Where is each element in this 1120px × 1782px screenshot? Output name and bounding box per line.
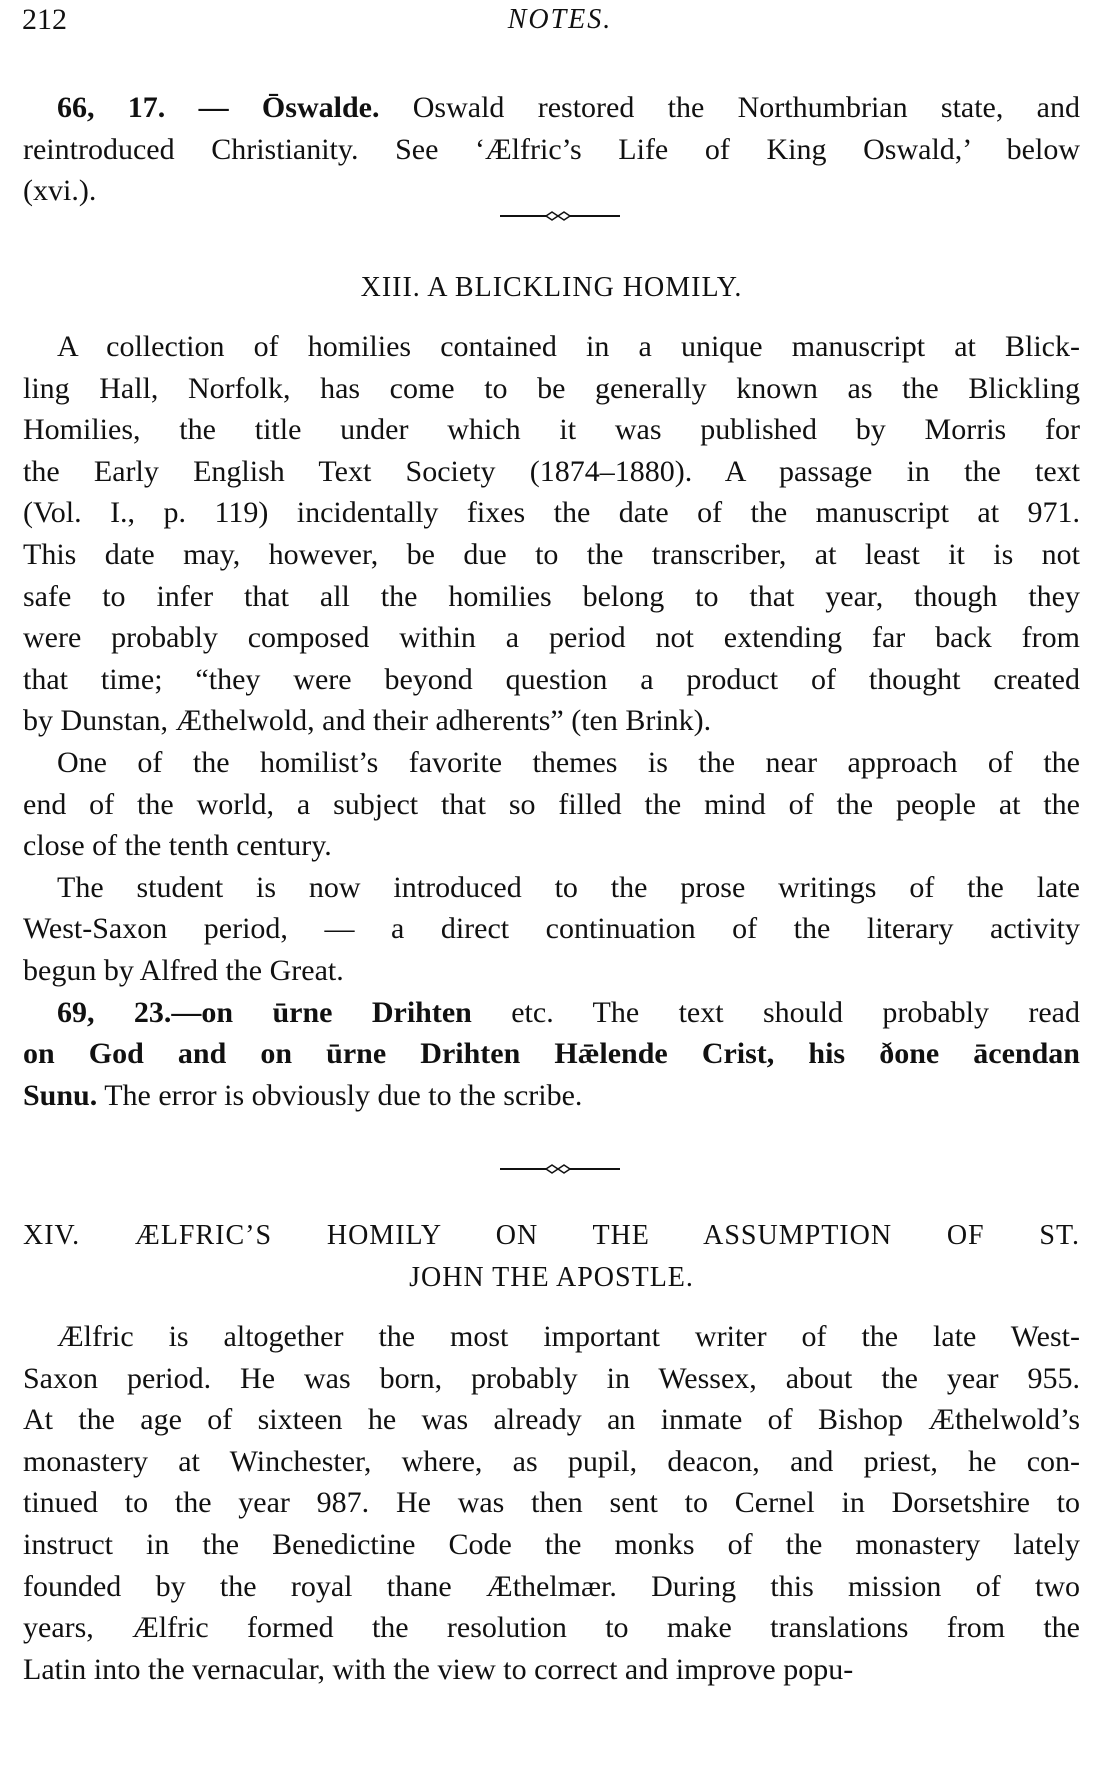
text-line [23, 1524, 1080, 1566]
text-line [23, 825, 1080, 867]
text-line [57, 87, 1080, 129]
text-run: the Early English Text Society (1874–1880). A passage in the text [23, 454, 1080, 488]
text-line [23, 170, 1080, 212]
text-line [23, 1033, 1080, 1075]
text-line [23, 576, 1080, 618]
text-run: that time; “they were beyond question a product of thought created [23, 662, 1080, 696]
text-run: West-Saxon period, — a direct continuation of the literary activity [23, 912, 1080, 946]
text-line [23, 368, 1080, 410]
bold-reference: on God and on ūrne Drihten Hǣlende Crist, his ðone ācendan [23, 1037, 1080, 1071]
text-line [23, 908, 1080, 950]
text-run: Latin into the vernacular, with the view to correct and improve popu- [23, 1652, 854, 1686]
text-run: At the age of sixteen he was already an inmate of Bishop Æthelwold’s [23, 1403, 1080, 1437]
text-run: end of the world, a subject that so filled the mind of the people at the [23, 787, 1080, 821]
text-line [57, 326, 1080, 368]
text-line [23, 1607, 1080, 1649]
section-heading: XIV. ÆLFRIC’S HOMILY ON THE ASSUMPTION OF ST. [23, 1220, 1080, 1251]
bold-reference: 69, 23.—on ūrne Drihten [57, 995, 472, 1029]
text-run: The error is obviously due to the scribe. [97, 1078, 583, 1112]
text-run: monastery at Winchester, where, as pupil, deacon, and priest, he con- [23, 1444, 1080, 1478]
text-run: A collection of homilies contained in a unique manuscript at Blick- [57, 330, 1080, 363]
text-line [23, 1566, 1080, 1608]
text-run: instruct in the Benedictine Code the monks of the monastery lately [23, 1528, 1080, 1561]
text-line [57, 867, 1080, 909]
text-line [23, 950, 1080, 992]
text-run: close of the tenth century. [23, 829, 332, 863]
text-run: Homilies, the title under which it was published by Morris for [23, 413, 1080, 447]
bold-reference: Sunu. [23, 1078, 98, 1112]
text-line [23, 409, 1080, 451]
text-run: Oswald restored the Northumbrian state, and [379, 91, 1081, 124]
text-run: founded by the royal thane Æthelmær. During this mission of two [23, 1569, 1080, 1603]
text-line [23, 534, 1080, 576]
section-heading: XIII. A BLICKLING HOMILY. [360, 272, 743, 303]
text-run: Ælfric is altogether the most important writer of the late West- [57, 1320, 1080, 1353]
text-run: reintroduced Christianity. See ‘Ælfric’s Life of King Oswald,’ below [23, 132, 1080, 166]
section-ornament [500, 1163, 620, 1175]
text-run: This date may, however, be due to the transcriber, at least it is not [23, 538, 1080, 571]
text-run: by Dunstan, Æthelwold, and their adherents” (ten Brink). [23, 704, 712, 738]
text-line [23, 784, 1080, 826]
text-line [57, 1316, 1080, 1358]
text-run: begun by Alfred the Great. [23, 954, 344, 987]
text-line [23, 1075, 1080, 1117]
text-line [23, 1358, 1080, 1400]
text-run: (xvi.). [23, 174, 97, 208]
text-line [23, 1649, 1080, 1691]
text-run: etc. The text should probably read [471, 995, 1080, 1029]
page-number: 212 [22, 3, 67, 36]
text-line [23, 617, 1080, 659]
section-heading: JOHN THE APOSTLE. [409, 1261, 694, 1293]
text-line [23, 129, 1080, 171]
text-run: years, Ælfric formed the resolution to make translations from the [23, 1611, 1080, 1645]
text-run: tinued to the year 987. He was then sent to Cernel in Dorsetshire to [23, 1486, 1080, 1520]
text-run: ling Hall, Norfolk, has come to be generally known as the Blickling [23, 371, 1080, 405]
text-run: were probably composed within a period not extending far back from [23, 621, 1080, 655]
text-line [23, 1441, 1080, 1483]
text-line [57, 992, 1080, 1034]
text-line [23, 451, 1080, 493]
bold-reference: 66, 17. — Ōswalde. [57, 91, 380, 124]
running-head: NOTES. [507, 4, 613, 35]
text-run: One of the homilist’s favorite themes is the near approach of the [57, 746, 1080, 779]
text-line [23, 1399, 1080, 1441]
text-line [23, 492, 1080, 534]
text-run: safe to infer that all the homilies belong to that year, though they [23, 579, 1080, 613]
text-line [23, 659, 1080, 701]
text-run: Saxon period. He was born, probably in Wessex, about the year 955. [23, 1361, 1080, 1395]
text-run: (Vol. I., p. 119) incidentally fixes the date of the manuscript at 971. [23, 496, 1080, 530]
text-line [57, 742, 1080, 784]
text-run: The student is now introduced to the prose writings of the late [57, 870, 1080, 904]
text-line [23, 700, 1080, 742]
text-line [23, 1482, 1080, 1524]
